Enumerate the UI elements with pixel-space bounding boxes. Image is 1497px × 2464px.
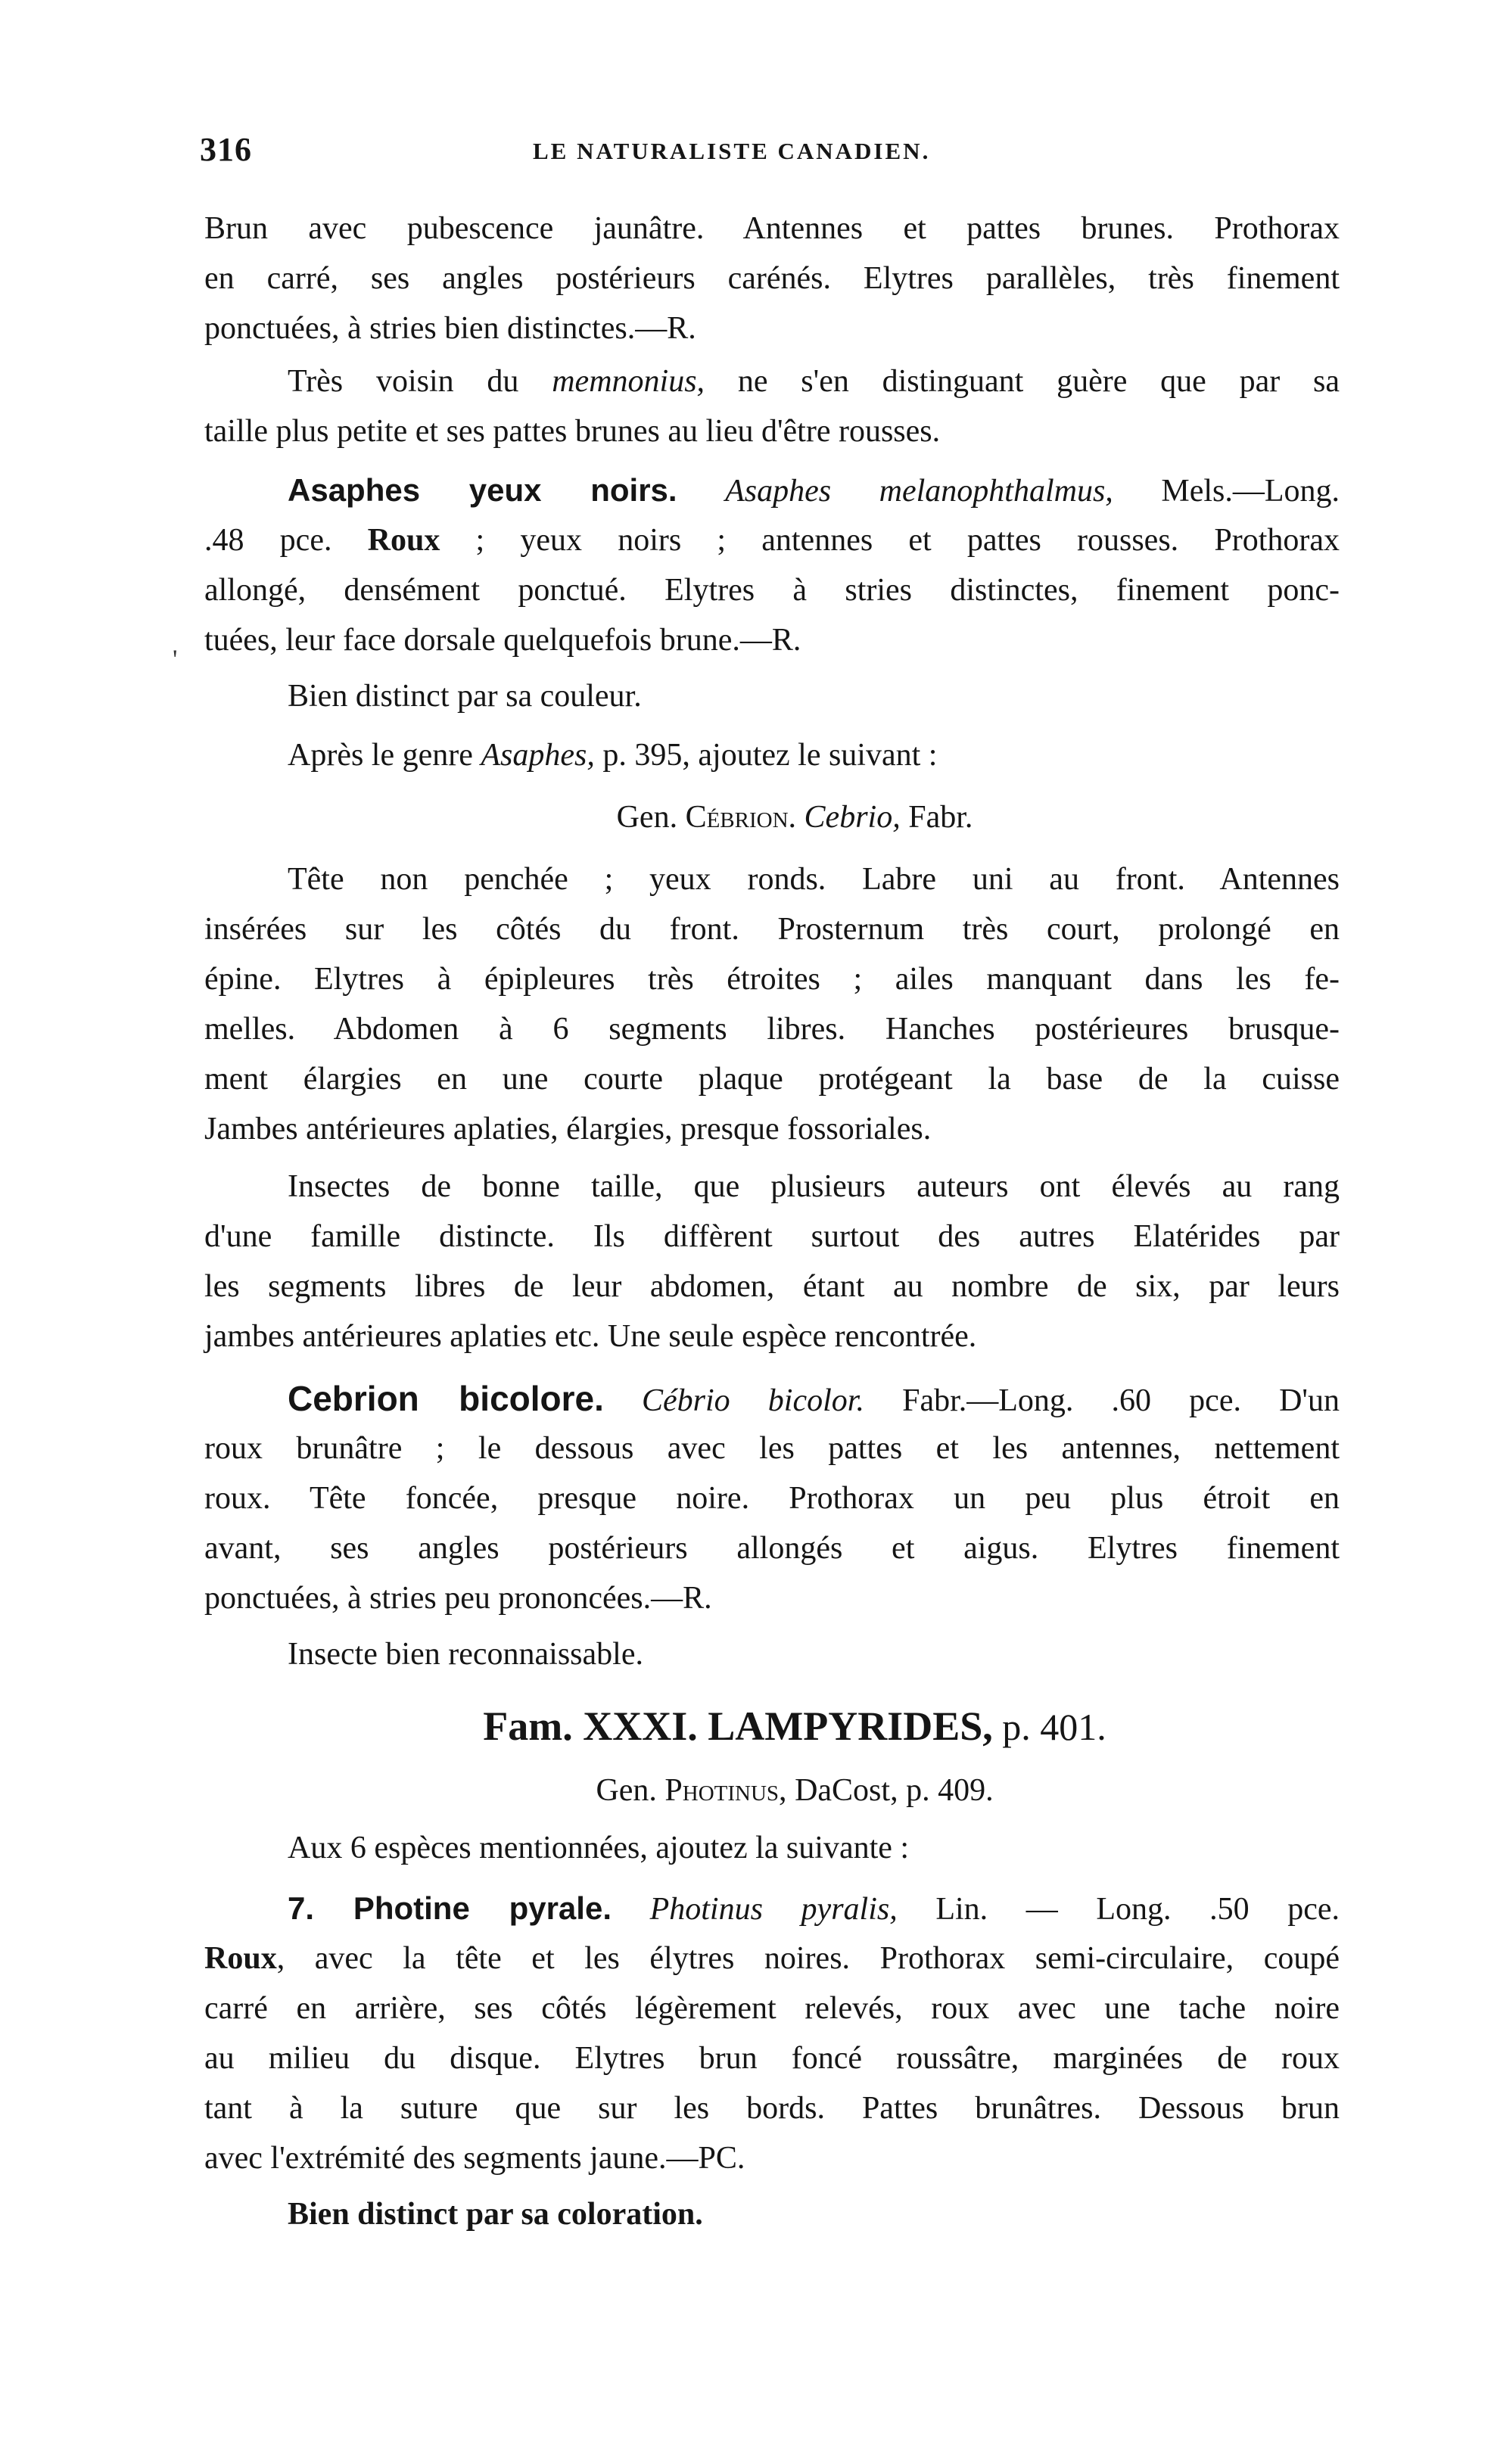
photine-desc: , avec la tête et les élytres noires. Prothorax semi-circulaire, coupé (276, 1941, 1340, 1976)
asaphes-latin: Asaphes melanophthalmus, (725, 474, 1113, 509)
para2-text-b: ne s'en distinguant guère que par sa (705, 364, 1340, 399)
cebrion-desc-line5: ment élargies en une courte plaque protégeant la base de la cuisse (204, 1062, 1340, 1097)
para1-line3: ponctuées, à stries bien distinctes.—R. (204, 311, 696, 346)
photine-line5: tant à la suture que sur les bords. Pattes brunâtres. Dessous brun (204, 2091, 1340, 2126)
insectes-line3: les segments libres de leur abdomen, étant au nombre de six, par leurs (204, 1269, 1340, 1304)
gen-photinus-name: Photinus, (664, 1773, 787, 1808)
apres-line (288, 733, 1423, 778)
para2-line2: taille plus petite et ses pattes brunes au lieu d'être rousses. (204, 414, 941, 449)
cebrion-desc-line6: Jambes antérieures aplaties, élargies, presque fossoriales. (204, 1112, 932, 1146)
cebrion-desc-line2: insérées sur les côtés du front. Prosternum très court, prolongé en (204, 912, 1340, 947)
photine-line7: Bien distinct par sa coloration. (288, 2197, 703, 2232)
asaphes-line2 (204, 518, 1340, 563)
asaphes-line1 (288, 468, 1340, 514)
asaphes-rest: Mels.—Long. (1113, 474, 1340, 509)
gen-photinus-author: DaCost, p. 409. (786, 1773, 994, 1808)
cebrion-desc-line4: melles. Abdomen à 6 segments libres. Hanches postérieures brusque- (204, 1012, 1340, 1047)
para1-line2: en carré, ses angles postérieurs carénés. Elytres parallèles, très finement (204, 261, 1340, 296)
photine-line1 (288, 1886, 1340, 1932)
page-number: 316 (200, 131, 252, 168)
cebrion-bicolore-line1 (288, 1376, 1340, 1423)
cebrion-bicolore-line5: ponctuées, à stries peu prononcées.—R. (204, 1581, 712, 1616)
photine-name: Photine pyrale. (353, 1890, 612, 1926)
gen-cebrion-latin: Cebrio, (796, 800, 901, 835)
family-title: Fam. XXXI. LAMPYRIDES, (483, 1703, 993, 1749)
cebrion-bicolore-line4: avant, ses angles postérieurs allongés et aigus. Elytres finement (204, 1531, 1340, 1566)
insectes-line1: Insectes de bonne taille, que plusieurs auteurs ont élevés au rang (288, 1169, 1340, 1204)
apres-text-b: p. 395, ajoutez le suivant : (594, 738, 938, 773)
asaphes-size: .48 pce. (204, 523, 368, 558)
gen-cebrion-gen: Gen. (616, 800, 686, 835)
gen-cebrion-name: Cébrion. (685, 800, 797, 835)
journal-title: LE NATURALISTE CANADIEN. (533, 138, 931, 164)
photine-line2 (204, 1936, 1340, 1981)
photine-line4: au milieu du disque. Elytres brun foncé roussâtre, marginées de roux (204, 2041, 1340, 2076)
photine-rest: Lin. — Long. .50 pce. (897, 1892, 1340, 1927)
cebrion-desc-line1: Tête non penchée ; yeux ronds. Labre uni au front. Antennes (288, 862, 1340, 897)
cebrion-bicolore-line3: roux. Tête foncée, presque noire. Prothorax un peu plus étroit en (204, 1481, 1340, 1516)
gen-photinus-gen: Gen. (596, 1773, 665, 1808)
para2-species: memnonius, (552, 364, 705, 399)
para2-text-a: Très voisin du (288, 364, 552, 399)
family-heading (227, 1700, 1362, 1756)
insectes-line2: d'une famille distincte. Ils diffèrent surtout des autres Elatérides par (204, 1219, 1340, 1254)
cebrion-bicolore-line6: Insecte bien reconnaissable. (288, 1637, 643, 1672)
cebrion-desc-line3: épine. Elytres à épipleures très étroites ; ailes manquant dans les fe- (204, 962, 1340, 997)
photine-latin: Photinus pyralis, (612, 1892, 898, 1927)
photine-number: 7. (288, 1890, 353, 1926)
photine-roux: Roux (204, 1941, 277, 1976)
asaphes-line5: Bien distinct par sa couleur. (288, 679, 642, 714)
cebrion-bicolore-line2: roux brunâtre ; le dessous avec les pattes et les antennes, nettement (204, 1431, 1340, 1466)
asaphes-line4: tuées, leur face dorsale quelquefois brune.—R. (204, 623, 801, 658)
para1-line1: Brun avec pubescence jaunâtre. Antennes et pattes brunes. Prothorax (204, 211, 1340, 246)
cebrion-bicolore-rest: Fabr.—Long. .60 pce. D'un (864, 1383, 1340, 1418)
cebrion-bicolore-latin: Cébrio bicolor. (603, 1383, 864, 1418)
aux-line: Aux 6 espèces mentionnées, ajoutez la suivante : (288, 1831, 910, 1865)
gen-cebrion-author: Fabr. (900, 800, 973, 835)
photine-line3: carré en arrière, ses côtés légèrement relevés, roux avec une tache noire (204, 1991, 1340, 2026)
asaphes-roux: Roux (367, 523, 440, 558)
insectes-line4: jambes antérieures aplaties etc. Une seule espèce rencontrée. (204, 1319, 977, 1354)
gen-photinus-heading (227, 1768, 1362, 1813)
photine-line6: avec l'extrémité des segments jaune.—PC. (204, 2141, 745, 2176)
apres-text-a: Après le genre (288, 738, 481, 773)
cebrion-bicolore-name: Cebrion bicolore. (288, 1379, 604, 1418)
family-page: p. 401. (992, 1706, 1106, 1748)
para2-line1 (288, 359, 1340, 404)
gen-cebrion-heading (227, 795, 1362, 840)
margin-mark: ' (173, 644, 178, 674)
asaphes-desc: ; yeux noirs ; antennes et pattes rousses. Prothorax (440, 523, 1340, 558)
asaphes-line3: allongé, densément ponctué. Elytres à stries distinctes, finement ponc- (204, 573, 1340, 608)
apres-genus: Asaphes, (481, 738, 595, 773)
asaphes-name: Asaphes yeux noirs. (288, 472, 677, 508)
running-head (200, 130, 1335, 176)
